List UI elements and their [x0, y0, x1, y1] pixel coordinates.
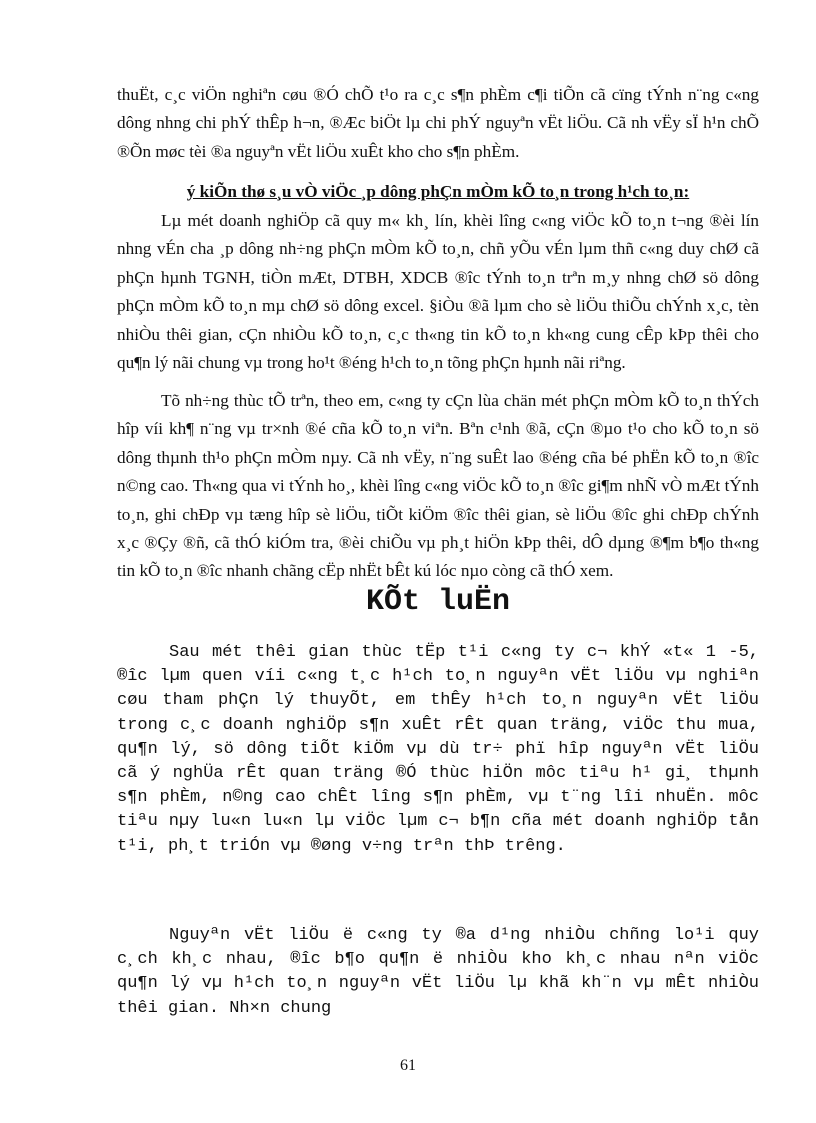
section-heading: ý kiÕn thø s¸u vÒ viÖc ¸p dông phÇn mÒm kÕ to¸n trong h¹ch to¸n:	[186, 182, 690, 201]
body-paragraph	[117, 387, 759, 586]
paragraph-text: Tõ nh÷ng thùc tÕ trªn, theo em, c«ng ty cÇn lùa chän mét phÇn mÒm kÕ to¸n thÝch hîp víi kh¶ n¨ng vµ tr×nh ®é cña kÕ to¸n viªn. Bªn c¹nh ®ã, cÇn ®µo t¹o cho kÕ to¸n sö dông thµnh th¹o phÇn mÒm nµy. Cã nh vËy, n¨ng suÊt lao ®éng cña bé phËn kÕ to¸n ®îc n©ng cao. Th«ng qua vi tÝnh ho¸, khèi lîng c«ng viÖc kÕ to¸n ®îc gi¶m nhÑ vÒ mÆt tÝnh to¸n, ghi chÐp vµ tæng hîp sè liÖu, tiÕt kiÖm ®îc thêi gian, sè liÖu ®îc ghi chÐp chÝnh x¸c ®Çy ®ñ, cã thÓ kiÓm tra, ®èi chiÕu vµ ph¸t hiÖn kÞp thêi, dÔ dµng ®¶m b¶o th«ng tin kÕ to¸n ®îc nhanh chãng cËp nhËt bÊt kú lóc nµo còng cã thÓ xem.	[117, 391, 759, 581]
body-paragraph	[117, 207, 759, 377]
paragraph-text: Nguyªn vËt liÖu ë c«ng ty ®a d¹ng nhiÒu chñng lo¹i quy c¸ch kh¸c nhau, ®îc b¶o qu¶n ë nhiÒu kho kh¸c nhau nªn viÖc qu¶n lý vµ h¹ch to¸n nguyªn vËt liÖu lµ khã kh¨n vµ mÊt nhiÒu thêi gian. Nh×n chung	[117, 926, 759, 1018]
conclusion-paragraph	[117, 641, 759, 859]
paragraph-text: thuËt, c¸c viÖn nghiªn cøu ®Ó chÕ t¹o ra c¸c s¶n phÈm c¶i tiÕn cã cïng tÝnh n¨ng c«ng dông nhng chi phÝ thÊp h¬n, ®Æc biÖt lµ chi phÝ nguyªn vËt liÖu. Cã nh vËy sÏ h¹n chÕ ®Õn møc tèi ®a nguyªn vËt liÖu xuÊt kho cho s¶n phÈm.	[117, 85, 759, 161]
conclusion-paragraph	[117, 924, 759, 1021]
paragraph-text: Sau mét thêi gian thùc tËp t¹i c«ng ty c¬ khÝ «t« 1 -5, ®îc lµm quen víi c«ng t¸c h¹ch to¸n nguyªn vËt liÖu vµ nghiªn cøu tham phÇn lý thuyÕt, em thÊy h¹ch to¸n nguyªn vËt liÖu trong c¸c doanh nghiÖp s¶n xuÊt rÊt quan träng, viÖc thu mua, qu¶n lý, sö dông tiÕt kiÖm vµ dù tr÷ phï hîp nguyªn vËt liÖu cã ý nghÜa rÊt quan träng ®Ó thùc hiÖn môc tiªu h¹ gi¸ thµnh s¶n phÈm, n©ng cao chÊt lîng s¶n phÈm, vµ t¨ng lîi nhuËn. môc tiªu nµy lu«n lu«n lµ viÖc lµm c¬ b¶n cña mét doanh nghiÖp tån t¹i, ph¸t triÓn vµ ®øng v÷ng trªn thÞ trêng.	[117, 643, 759, 856]
paragraph-text: Lµ mét doanh nghiÖp cã quy m« kh¸ lín, khèi lîng c«ng viÖc kÕ to¸n t¬ng ®èi lín nhng vÉn cha ¸p dông nh÷ng phÇn mÒm kÕ to¸n, chñ yÕu vÉn lµm thñ c«ng duy chØ cã phÇn hµnh TGNH, tiÒn mÆt, DTBH, XDCB ®îc tÝnh to¸n trªn m¸y nhng chØ sö dông phÇn mÒm kÕ to¸n mµ chØ sö dông excel. §iÒu ®ã lµm cho sè liÖu thiÕu chÝnh x¸c, tèn nhiÒu thêi gian, cÇn nhiÒu kÕ to¸n, c¸c th«ng tin kÕ to¸n kh«ng cung cÊp kÞp thêi cho qu¶n lý nãi chung vµ trong ho¹t ®éng h¹ch to¸n tõng phÇn hµnh nãi riªng.	[117, 211, 759, 373]
page-number: 61	[400, 1057, 416, 1074]
body-paragraph	[117, 81, 759, 166]
conclusion-title: KÕt luËn	[365, 585, 511, 619]
